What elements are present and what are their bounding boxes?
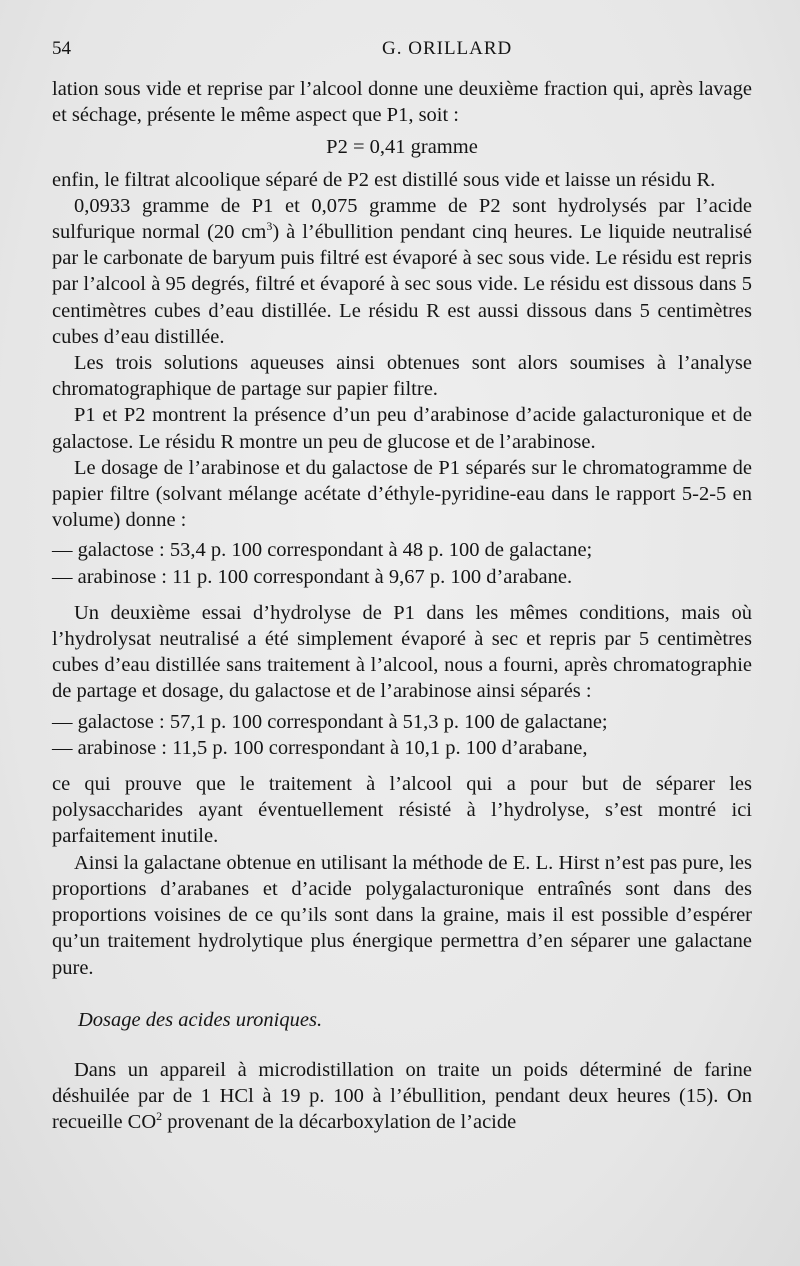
paragraph-continuation: lation sous vide et reprise par l’alcool donne une deuxième fraction qui, après lavage et séchage, présente le même aspect que P1, soit : bbox=[52, 78, 752, 127]
page-number: 54 bbox=[52, 38, 71, 59]
result-list-2 bbox=[52, 709, 752, 761]
result-list-1 bbox=[52, 537, 752, 589]
paragraph-presence: P1 et P2 montrent la présence d’un peu d’arabinose d’acide galacturonique et de galactose. Le résidu R montre un peu de glucose et de l’arabinose. bbox=[52, 404, 752, 453]
microdistillation-text-start: Dans un appareil à microdistillation on traite un poids déterminé de farine déshuilée par de 1 HCl à 19 p. 100 à l’ébullition, pendant deux heures (15). On recueille CO bbox=[52, 1058, 752, 1134]
list-item: — galactose : 53,4 p. 100 correspondant à 48 p. 100 de galactane; bbox=[52, 539, 593, 562]
hydrolysis-text-start: 0,0933 gramme de P1 et 0,075 gramme de P2 sont hydrolysés par l’acide sulfurique normal (20 cm bbox=[52, 194, 752, 244]
paragraph-solutions: Les trois solutions aqueuses ainsi obtenues sont alors soumises à l’analyse chromatographique de partage sur papier filtre. bbox=[52, 352, 752, 401]
list-item: — arabinose : 11 p. 100 correspondant à 9,67 p. 100 d’arabane. bbox=[52, 565, 573, 588]
hydrolysis-text-end: ) à l’ébullition pendant cinq heures. Le liquide neutralisé par le carbonate de baryum puis filtré est évaporé à sec sous vide. Le résidu est repris par l’alcool à 95 degrés, filtré et évaporé à sec sous vide. Le résidu est dissous dans 5 centimètres cubes d’eau distillée. Le résidu R est aussi dissous dans 5 centimètres cubes d’eau distillée. bbox=[52, 221, 752, 348]
superscript-3: 3 bbox=[266, 219, 273, 234]
paragraph-galactane: Ainsi la galactane obtenue en utilisant la méthode de E. L. Hirst n’est pas pure, les proportions d’arabanes et d’acide polygalacturonique entraînés sont dans des proportions voisines de ce qu’ils sont dans la graine, mais il est possible d’espérer qu’un traitement hydrolytique plus énergique permettra d’en séparer une galactane pure. bbox=[52, 851, 752, 979]
paragraph-conclusion: ce qui prouve que le traitement à l’alcool qui a pour but de séparer les polysaccharides ayant éventuellement résisté à l’hydrolyse, s’est montré ici parfaitement inutile. bbox=[52, 773, 752, 848]
paragraph-microdistillation bbox=[52, 1057, 752, 1136]
page-header bbox=[52, 38, 752, 68]
superscript-2: 2 bbox=[156, 1109, 163, 1124]
formula-line: P2 = 0,41 gramme bbox=[326, 136, 478, 159]
paragraph-dosage: Le dosage de l’arabinose et du galactose de P1 séparés sur le chromatogramme de papier filtre (solvant mélange acétate d’éthyle-pyridine-eau dans le rapport 5-2-5 en volume) donne : bbox=[52, 456, 752, 532]
section-title: Dosage des acides uroniques. bbox=[78, 1008, 323, 1031]
running-head: G. ORILLARD bbox=[382, 38, 513, 59]
paragraph-hydrolysis bbox=[52, 193, 752, 350]
paragraph-filtrate: enfin, le filtrat alcoolique séparé de P2 est distillé sous vide et laisse un résidu R. bbox=[52, 168, 716, 191]
microdistillation-text-end: provenant de la décarboxylation de l’acide bbox=[162, 1111, 517, 1134]
paragraph-second-trial: Un deuxième essai d’hydrolyse de P1 dans les mêmes conditions, mais où l’hydrolysat neutralisé a été simplement évaporé à sec et repris par 5 centimètres cubes d’eau distillée sans traitement à l’alcool, nous a fourni, après chromatographie de partage et dosage, du galactose et de l’arabinose ainsi séparés : bbox=[52, 601, 752, 703]
body-text bbox=[52, 76, 752, 1136]
list-item: — arabinose : 11,5 p. 100 correspondant à 10,1 p. 100 d’arabane, bbox=[52, 736, 588, 759]
list-item: — galactose : 57,1 p. 100 correspondant à 51,3 p. 100 de galactane; bbox=[52, 710, 608, 733]
